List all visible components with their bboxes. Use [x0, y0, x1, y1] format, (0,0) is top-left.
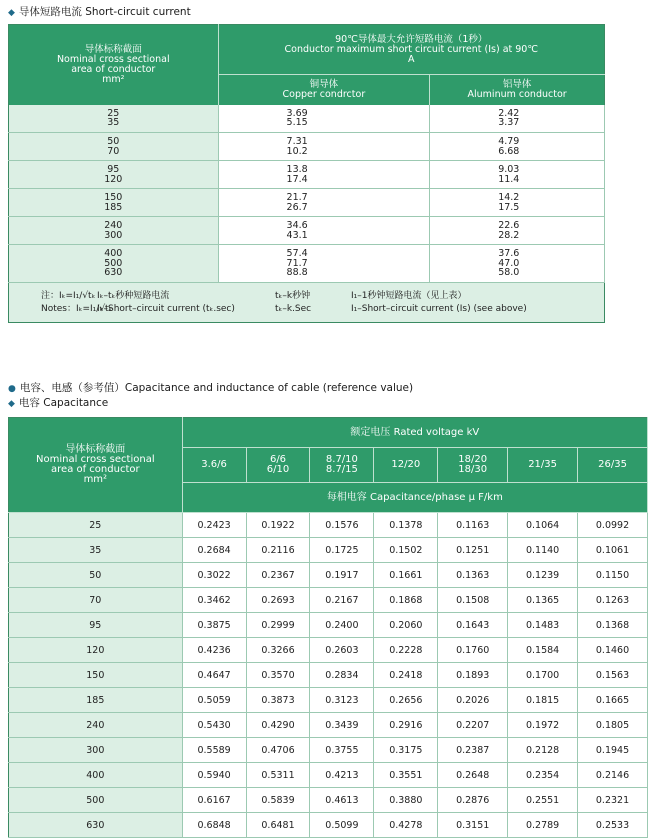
- voltage-header: 3.6/6: [182, 448, 246, 483]
- capacitance-cell: 0.2116: [246, 538, 310, 563]
- table-row: [9, 638, 648, 663]
- capacitance-cell: 0.2999: [246, 613, 310, 638]
- capacitance-cell: 0.3151: [438, 813, 508, 838]
- header-aluminum: 铝导体 Aluminum conductor: [430, 75, 605, 105]
- capacitance-cell: 0.3875: [182, 613, 246, 638]
- header-copper: 铜导体 Copper condrctor: [218, 75, 430, 105]
- aluminum-cell: 22.6 28.2: [430, 217, 605, 245]
- size-cell: 240: [9, 713, 183, 738]
- size-cell: 630: [9, 813, 183, 838]
- size-cell: 240 300: [9, 217, 219, 245]
- capacitance-cell: 0.3873: [246, 688, 310, 713]
- size-cell: 120: [9, 638, 183, 663]
- voltage-header: 8.7/10 8.7/15: [310, 448, 374, 483]
- table-row: [9, 513, 648, 538]
- capacitance-cell: 0.1239: [508, 563, 578, 588]
- table-row: [9, 217, 605, 245]
- size-cell: 70: [9, 588, 183, 613]
- voltage-header: 26/35: [578, 448, 648, 483]
- size-cell: 25 35: [9, 105, 219, 133]
- copper-cell: 7.31 10.2: [218, 133, 430, 161]
- capacitance-cell: 0.1665: [578, 688, 648, 713]
- notes-row: [9, 283, 605, 323]
- capacitance-cell: 0.1061: [578, 538, 648, 563]
- capacitance-cell: 0.2684: [182, 538, 246, 563]
- capacitance-cell: 0.5099: [310, 813, 374, 838]
- capacitance-cell: 0.1576: [310, 513, 374, 538]
- capacitance-cell: 0.1760: [438, 638, 508, 663]
- table-row: [9, 588, 648, 613]
- capacitance-cell: 0.1251: [438, 538, 508, 563]
- capacitance-table: [8, 417, 648, 838]
- table-row: [9, 613, 648, 638]
- capacitance-cell: 0.1661: [374, 563, 438, 588]
- capacitance-cell: 0.5589: [182, 738, 246, 763]
- capacitance-cell: 0.1805: [578, 713, 648, 738]
- size-cell: 300: [9, 738, 183, 763]
- capacitance-cell: 0.1922: [246, 513, 310, 538]
- header-rated-voltage: 额定电压 Rated voltage kV: [182, 418, 647, 448]
- copper-cell: 34.6 43.1: [218, 217, 430, 245]
- capacitance-cell: 0.1363: [438, 563, 508, 588]
- capacitance-cell: 0.2533: [578, 813, 648, 838]
- capacitance-cell: 0.3175: [374, 738, 438, 763]
- voltage-header: 21/35: [508, 448, 578, 483]
- capacitance-cell: 0.3880: [374, 788, 438, 813]
- capacitance-cell: 0.1502: [374, 538, 438, 563]
- capacitance-cell: 0.2876: [438, 788, 508, 813]
- capacitance-cell: 0.1643: [438, 613, 508, 638]
- header-cross-section: 导体标称截面 Nominal cross sectional area of conductor mm²: [9, 25, 219, 105]
- table-row: [9, 813, 648, 838]
- capacitance-cell: 0.2603: [310, 638, 374, 663]
- capacitance-cell: 0.2423: [182, 513, 246, 538]
- bullet-icon: ◆: [8, 8, 15, 18]
- capacitance-cell: 0.1868: [374, 588, 438, 613]
- capacitance-cell: 0.2207: [438, 713, 508, 738]
- voltage-header: 6/6 6/10: [246, 448, 310, 483]
- capacitance-cell: 0.3123: [310, 688, 374, 713]
- capacitance-cell: 0.1584: [508, 638, 578, 663]
- aluminum-cell: 37.6 47.0 58.0: [430, 245, 605, 283]
- size-cell: 400 500 630: [9, 245, 219, 283]
- capacitance-cell: 0.1945: [578, 738, 648, 763]
- section-title-capacitance-inductance: ● 电容、电感（参考值）Capacitance and inductance of cable (reference value): [8, 382, 414, 394]
- capacitance-cell: 0.3022: [182, 563, 246, 588]
- capacitance-cell: 0.3439: [310, 713, 374, 738]
- section-subtitle-capacitance: ◆ 电容 Capacitance: [8, 397, 109, 409]
- table-row: [9, 713, 648, 738]
- capacitance-cell: 0.2789: [508, 813, 578, 838]
- table-row: [9, 245, 605, 283]
- header-cross-section: 导体标称截面 Nominal cross sectional area of conductor mm²: [9, 418, 183, 513]
- table-row: [9, 738, 648, 763]
- size-cell: 150 185: [9, 189, 219, 217]
- capacitance-cell: 0.1700: [508, 663, 578, 688]
- capacitance-cell: 0.1368: [578, 613, 648, 638]
- capacitance-cell: 0.2026: [438, 688, 508, 713]
- capacitance-cell: 0.4613: [310, 788, 374, 813]
- table-row: [9, 563, 648, 588]
- capacitance-cell: 0.2648: [438, 763, 508, 788]
- capacitance-cell: 0.1815: [508, 688, 578, 713]
- capacitance-cell: 0.1725: [310, 538, 374, 563]
- size-cell: 150: [9, 663, 183, 688]
- header-capacitance-unit: 每相电容 Capacitance/phase μ F/km: [182, 483, 647, 513]
- capacitance-cell: 0.2387: [438, 738, 508, 763]
- aluminum-cell: 14.2 17.5: [430, 189, 605, 217]
- size-cell: 50: [9, 563, 183, 588]
- capacitance-cell: 0.2551: [508, 788, 578, 813]
- capacitance-cell: 0.5839: [246, 788, 310, 813]
- voltage-header: 18/20 18/30: [438, 448, 508, 483]
- capacitance-cell: 0.6167: [182, 788, 246, 813]
- capacitance-cell: 0.2128: [508, 738, 578, 763]
- size-cell: 95 120: [9, 161, 219, 189]
- table-row: [9, 688, 648, 713]
- aluminum-cell: 2.42 3.37: [430, 105, 605, 133]
- capacitance-cell: 0.1460: [578, 638, 648, 663]
- capacitance-cell: 0.5059: [182, 688, 246, 713]
- copper-cell: 57.4 71.7 88.8: [218, 245, 430, 283]
- capacitance-cell: 0.3755: [310, 738, 374, 763]
- size-cell: 50 70: [9, 133, 219, 161]
- capacitance-cell: 0.1972: [508, 713, 578, 738]
- capacitance-cell: 0.2228: [374, 638, 438, 663]
- bullet-dot-icon: ●: [8, 384, 16, 394]
- capacitance-cell: 0.1263: [578, 588, 648, 613]
- capacitance-cell: 0.4647: [182, 663, 246, 688]
- size-cell: 500: [9, 788, 183, 813]
- copper-cell: 21.7 26.7: [218, 189, 430, 217]
- capacitance-cell: 0.2418: [374, 663, 438, 688]
- capacitance-cell: 0.2321: [578, 788, 648, 813]
- table-row: [9, 189, 605, 217]
- capacitance-cell: 0.5430: [182, 713, 246, 738]
- capacitance-cell: 0.4236: [182, 638, 246, 663]
- capacitance-cell: 0.2367: [246, 563, 310, 588]
- table-row: [9, 763, 648, 788]
- capacitance-cell: 0.1163: [438, 513, 508, 538]
- size-cell: 400: [9, 763, 183, 788]
- capacitance-cell: 0.5311: [246, 763, 310, 788]
- table-row: [9, 105, 605, 133]
- capacitance-cell: 0.2146: [578, 763, 648, 788]
- capacitance-cell: 0.5940: [182, 763, 246, 788]
- capacitance-cell: 0.2354: [508, 763, 578, 788]
- copper-cell: 3.69 5.15: [218, 105, 430, 133]
- capacitance-cell: 0.3570: [246, 663, 310, 688]
- capacitance-cell: 0.2656: [374, 688, 438, 713]
- capacitance-cell: 0.3266: [246, 638, 310, 663]
- capacitance-cell: 0.1365: [508, 588, 578, 613]
- table-row: [9, 538, 648, 563]
- capacitance-cell: 0.1064: [508, 513, 578, 538]
- size-cell: 185: [9, 688, 183, 713]
- capacitance-cell: 0.2693: [246, 588, 310, 613]
- short-circuit-table: [8, 24, 605, 323]
- capacitance-cell: 0.2167: [310, 588, 374, 613]
- capacitance-cell: 0.3462: [182, 588, 246, 613]
- capacitance-cell: 0.1378: [374, 513, 438, 538]
- table-row: [9, 161, 605, 189]
- capacitance-cell: 0.1150: [578, 563, 648, 588]
- aluminum-cell: 4.79 6.68: [430, 133, 605, 161]
- capacitance-cell: 0.1140: [508, 538, 578, 563]
- capacitance-cell: 0.3551: [374, 763, 438, 788]
- size-cell: 35: [9, 538, 183, 563]
- notes: 注：Iₖ=I₁/√tₖ Iₖ–tₖ秒种短路电流 tₖ–k秒钟 I₁–1秒钟短路电流（见上表） Notes：Iₖ=I₁/√tₖIₖ–Short–circuit current (tₖ.sec) tₖ–k.Sec I₁–Short–circuit current (Is) (see above): [9, 283, 605, 323]
- capacitance-cell: 0.6848: [182, 813, 246, 838]
- capacitance-cell: 0.4213: [310, 763, 374, 788]
- capacitance-cell: 0.1893: [438, 663, 508, 688]
- aluminum-cell: 9.03 11.4: [430, 161, 605, 189]
- section-title-short-circuit: ◆ 导体短路电流 Short-circuit current: [8, 6, 191, 18]
- size-cell: 95: [9, 613, 183, 638]
- capacitance-cell: 0.1917: [310, 563, 374, 588]
- capacitance-cell: 0.4278: [374, 813, 438, 838]
- capacitance-cell: 0.2834: [310, 663, 374, 688]
- capacitance-cell: 0.0992: [578, 513, 648, 538]
- capacitance-cell: 0.6481: [246, 813, 310, 838]
- table-row: [9, 133, 605, 161]
- capacitance-cell: 0.1483: [508, 613, 578, 638]
- capacitance-cell: 0.2400: [310, 613, 374, 638]
- table-row: [9, 788, 648, 813]
- capacitance-cell: 0.4290: [246, 713, 310, 738]
- capacitance-cell: 0.4706: [246, 738, 310, 763]
- capacitance-cell: 0.2060: [374, 613, 438, 638]
- capacitance-cell: 0.1563: [578, 663, 648, 688]
- capacitance-cell: 0.1508: [438, 588, 508, 613]
- copper-cell: 13.8 17.4: [218, 161, 430, 189]
- size-cell: 25: [9, 513, 183, 538]
- voltage-header: 12/20: [374, 448, 438, 483]
- header-max-current: 90℃导体最大允许短路电流（1秒） Conductor maximum short circuit current (Is) at 90℃ A: [218, 25, 604, 75]
- table-row: [9, 663, 648, 688]
- capacitance-cell: 0.2916: [374, 713, 438, 738]
- bullet-icon: ◆: [8, 399, 15, 409]
